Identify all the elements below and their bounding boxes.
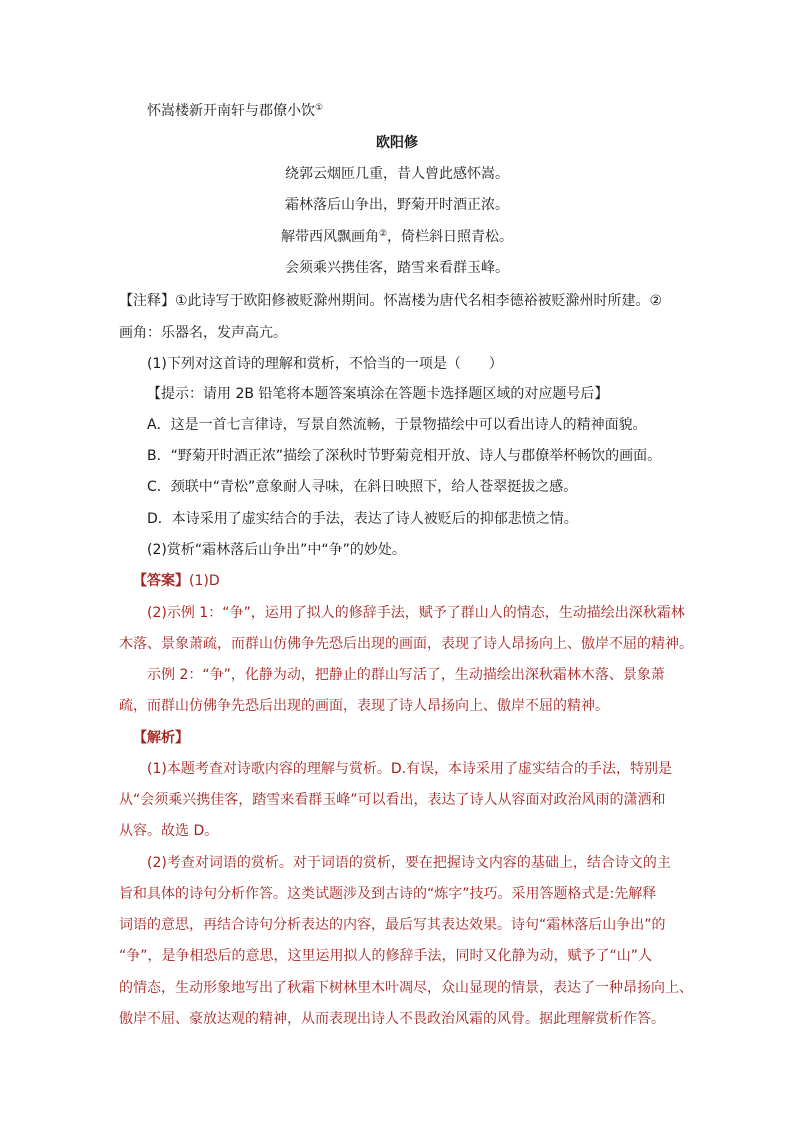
notes-line-1 xyxy=(119,291,662,311)
answer-ex2-line-1 xyxy=(147,665,665,685)
option-d: D．本诗采用了虚实结合的手法，表达了诗人被贬后的抑郁悲愤之情。 xyxy=(147,511,578,527)
answer-ex1-line-2: 木落、景象萧疏，而群山仿佛争先恐后出现的画面，表现了诗人昂扬向上、傲岸不屈的精神。 xyxy=(119,636,693,652)
notes-line-2: 画角：乐器名，发声高亢。 xyxy=(119,325,287,341)
analysis-p1-line-1: (1)本题考查对诗歌内容的理解与赏析。D.有误，本诗采用了虚实结合的手法，特别是 xyxy=(147,761,673,777)
notes-label: 【注释】 xyxy=(119,293,175,309)
answer-ex1-line-1: (2)示例 1：“争”，运用了拟人的修辞手法，赋予了群山人的情态，生动描绘出深秋霜林 xyxy=(147,605,685,621)
footnote-mark-2: ② xyxy=(378,229,388,239)
analysis-p2-line-3: 词语的意思，再结合诗句分析表达的内容，最后写其表达效果。诗句“霜林落后山争出”的 xyxy=(119,917,666,933)
poem-title xyxy=(147,101,323,121)
option-a: A．这是一首七言律诗，写景自然流畅，于景物描绘中可以看出诗人的精神面貌。 xyxy=(147,417,647,433)
answer-label: 【答案】 xyxy=(133,573,189,589)
analysis-p2-line-4: “争”，是争相恐后的意思，这里运用拟人的修辞手法，同时又化静为动，赋予了“山”人 xyxy=(119,948,653,964)
footnote-mark-1: ① xyxy=(315,103,324,113)
analysis-p2-line-1: (2)考查对词语的赏析。对于词语的赏析，要在把握诗文内容的基础上，结合诗文的主 xyxy=(147,855,671,871)
notes-text-1: ①此诗写于欧阳修被贬滁州期间。怀嵩楼为唐代名相李德裕被贬滁州时所建。② xyxy=(175,293,663,309)
answer-ex2-label: 示例 2： xyxy=(147,667,203,683)
poem-title-text: 怀嵩楼新开南轩与郡僚小饮 xyxy=(147,103,315,119)
answer-first: (1)D xyxy=(189,573,220,589)
analysis-p1-line-2: 从“会须乘兴携佳客，踏雪来看群玉峰”可以看出，表达了诗人从容面对政治风雨的潇洒和 xyxy=(119,792,666,808)
poem-line-3a: 解带西风飘画角 xyxy=(280,229,379,245)
answer-ex2-line-2: 疏，而群山仿佛争先恐后出现的画面，表现了诗人昂扬向上、傲岸不屈的精神。 xyxy=(119,698,609,714)
analysis-p1-line-3: 从容。故选 D。 xyxy=(119,823,219,839)
poem-author: 欧阳修 xyxy=(376,135,418,151)
poem-line-1: 绕郭云烟匝几重，昔人曾此感怀嵩。 xyxy=(285,166,509,182)
poem-line-3 xyxy=(0,227,794,247)
analysis-p2-line-6: 傲岸不屈、豪放达观的精神，从而表现出诗人不畏政治风霜的风骨。据此理解赏析作答。 xyxy=(119,1011,665,1027)
analysis-p2-line-2: 旨和具体的诗句分析作答。这类试题涉及到古诗的“炼字”技巧。采用答题格式是:先解释 xyxy=(119,886,657,902)
question-2: (2)赏析“霜林落后山争出”中“争”的妙处。 xyxy=(147,542,406,558)
analysis-label: 【解析】 xyxy=(133,730,189,746)
question-1: (1)下列对这首诗的理解和赏析，不恰当的一项是（ ） xyxy=(147,356,503,372)
poem-line-4: 会须乘兴携佳客，踏雪来看群玉峰。 xyxy=(285,260,509,276)
option-b: B．“野菊开时酒正浓”描绘了深秋时节野菊竞相开放、诗人与郡僚举杯畅饮的画面。 xyxy=(147,448,662,464)
option-c: C．颈联中“青松”意象耐人寻味，在斜日映照下，给人苍翠挺拔之感。 xyxy=(147,479,578,495)
answer-line-1 xyxy=(133,571,220,591)
poem-line-3b: ，倚栏斜日照青松。 xyxy=(387,229,514,245)
answer-ex2-text: “争”，化静为动，把静止的群山写活了，生动描绘出深秋霜林木落、景象萧 xyxy=(202,667,665,683)
analysis-p2-line-5: 的情态，生动形象地写出了秋霜下树林里木叶凋尽，众山显现的情景，表达了一种昂扬向上、 xyxy=(119,980,693,996)
question-hint: 【提示：请用 2B 铅笔将本题答案填涂在答题卡选择题区域的对应题号后】 xyxy=(147,386,609,402)
poem-line-2: 霜林落后山争出，野菊开时酒正浓。 xyxy=(285,197,509,213)
